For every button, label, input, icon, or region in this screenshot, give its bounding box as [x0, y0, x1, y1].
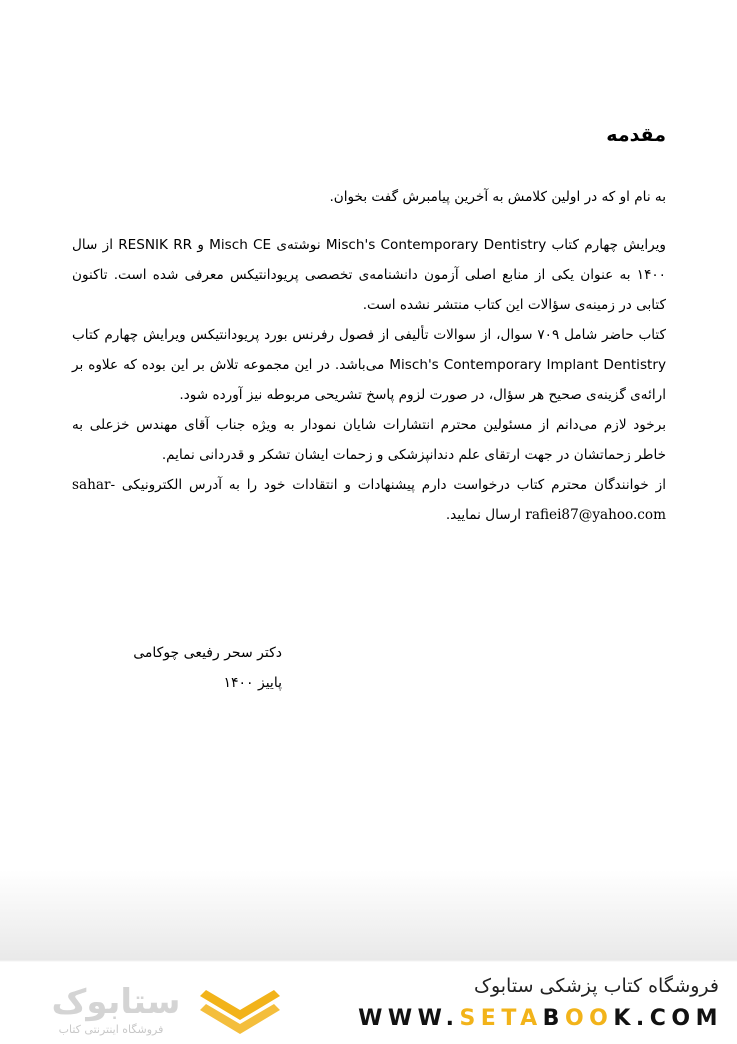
setabook-logo-text: ستابوک — [51, 982, 181, 1022]
signature-block — [133, 638, 282, 698]
signature-name: دکتر سحر رفیعی چوکامی — [133, 645, 282, 661]
document-body — [72, 124, 666, 530]
store-name: فروشگاه کتاب پزشکی ستابوک — [473, 975, 719, 997]
paragraph-1: ویرایش چهارم کتاب Misch's Contemporary Dentistry نوشته‌ی Misch CE و RESNIK RR از سال ۱۴۰۰ به عنوان یکی از منابع اصلی آزمون دانشنامه‌ی تخصصی پریودانتیکس معرفی شده است. تاکنون کتابی در زمینه‌ی سؤالات این کتاب منتشر نشده است. — [72, 237, 666, 313]
store-url-ook: OO — [564, 1006, 614, 1031]
paragraph-3: برخود لازم می‌دانم از مسئولین محترم انتشارات شایان نمودار به ویژه جناب آقای مهندس خزعلی به خاطر زحماتشان در جهت ارتقای علم دندانپزشکی و زحمات ایشان تشکر و قدردانی نمایم. — [72, 417, 666, 463]
store-url-prefix: WWW. — [358, 1006, 460, 1031]
opening-line: به نام او که در اولین کلامش به آخرین پیامبرش گفت بخوان. — [329, 189, 666, 205]
setabook-logo-tagline: فروشگاه اینترنتی کتاب — [58, 1023, 164, 1036]
contact-email: sahar-rafiei87@yahoo.com — [72, 477, 666, 523]
paragraph-4-text: از خوانندگان محترم کتاب درخواست دارم پیشنهادات و انتقادات خود را به آدرس الکترونیکی — [121, 477, 667, 493]
paragraph-4-suffix: ارسال نمایید. — [445, 507, 522, 523]
paragraph-gap — [72, 212, 666, 230]
paragraph-4 — [72, 470, 666, 530]
page-title: مقدمه — [606, 124, 666, 146]
store-url-b: B — [542, 1006, 565, 1031]
store-url-suffix: K.COM — [613, 1006, 723, 1031]
signature-date: پاییز ۱۴۰۰ — [223, 675, 282, 691]
setabook-logo-icon — [200, 984, 286, 1034]
paragraph-2: کتاب حاضر شامل ۷۰۹ سوال، از سوالات تألیفی از فصول رفرنس بورد پریودانتیکس ویرایش چهارم کتاب Misch's Contemporary Implant Dentistry می‌باشد. در این مجموعه تلاش بر این بوده که علاوه بر ارائه‌ی گزینه‌ی صحیح هر سؤال، در صورت لزوم پاسخ تشریحی مربوطه نیز آورده شود. — [72, 327, 666, 403]
store-url[interactable] — [358, 1006, 723, 1031]
store-url-seta: SETA — [459, 1006, 543, 1031]
